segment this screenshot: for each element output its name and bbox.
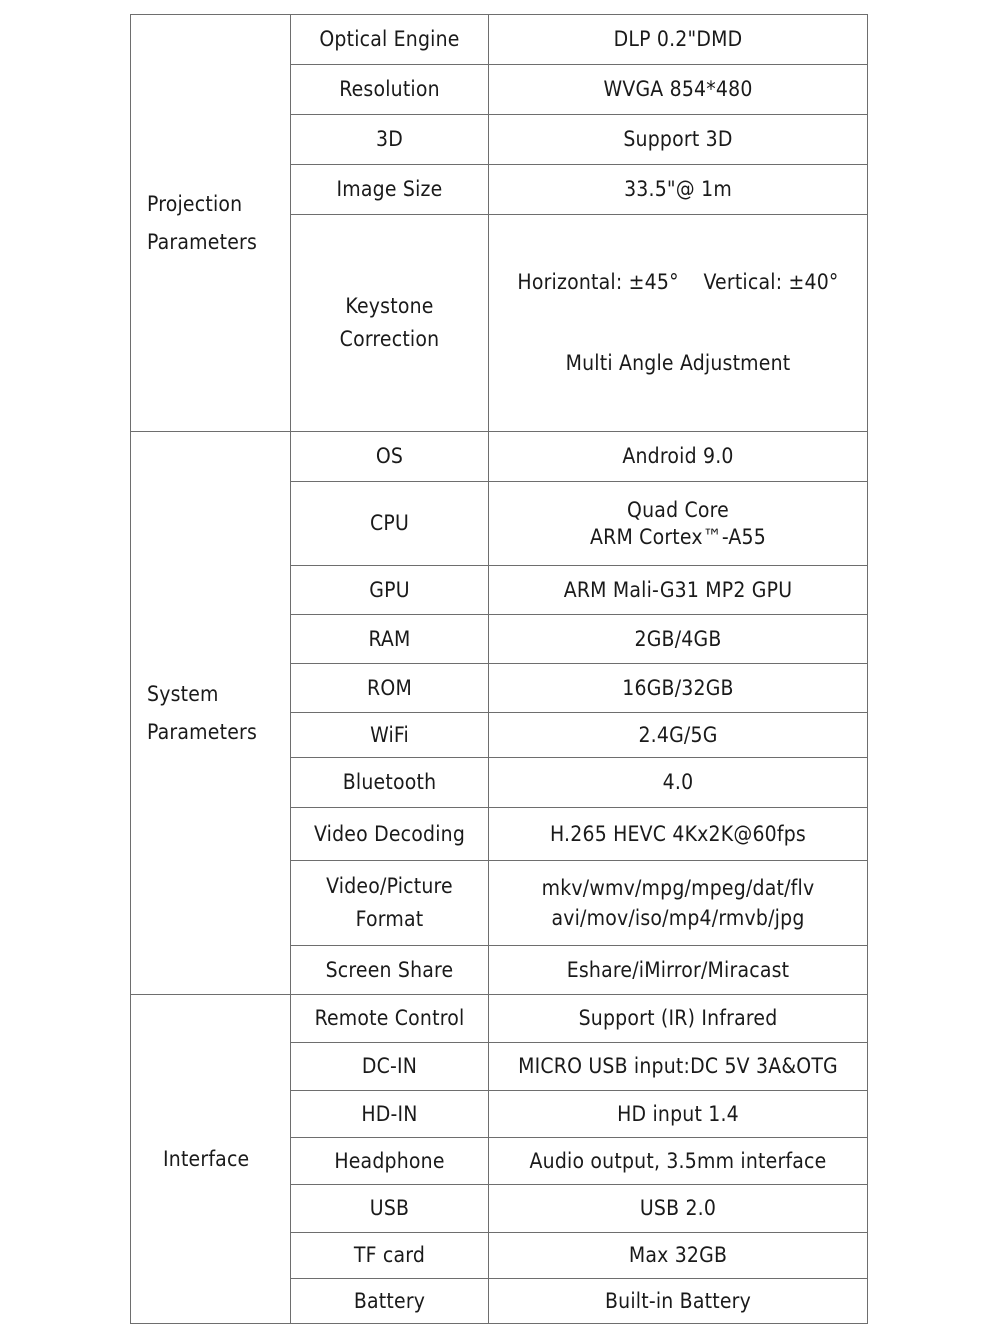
spec-value: 2.4G/5G [489,713,868,758]
spec-value: Android 9.0 [489,432,868,482]
spec-name: Battery [291,1279,489,1324]
spec-name: GPU [291,566,489,615]
spec-value [489,215,868,432]
spec-name: Screen Share [291,946,489,995]
spec-name: TF card [291,1233,489,1279]
spec-value: HD input 1.4 [489,1091,868,1138]
spec-name: 3D [291,115,489,165]
spec-name [291,215,489,432]
group-label-system [131,432,291,995]
spec-name: Remote Control [291,995,489,1043]
spec-value: DLP 0.2"DMD [489,15,868,65]
table-row [131,995,868,1043]
spec-name: HD-IN [291,1091,489,1138]
spec-name-line: Video/Picture [326,874,453,898]
spec-value-line: Quad Core [627,497,729,522]
spec-name [291,861,489,946]
spec-value: Support (IR) Infrared [489,995,868,1043]
spec-name: OS [291,432,489,482]
spec-value: 2GB/4GB [489,615,868,664]
spec-name: Video Decoding [291,808,489,861]
spec-value: Max 32GB [489,1233,868,1279]
spec-name: Image Size [291,165,489,215]
group-label-line: System [147,682,219,706]
spec-value: Support 3D [489,115,868,165]
spec-value-line: Horizontal: ±45° Vertical: ±40° [517,270,839,294]
spec-name: Bluetooth [291,758,489,808]
spec-name: ROM [291,664,489,713]
spec-name: Resolution [291,65,489,115]
spec-value [489,482,868,566]
spec-name: Optical Engine [291,15,489,65]
spec-value: Eshare/iMirror/Miracast [489,946,868,995]
group-label-line: Parameters [147,230,258,254]
spec-name-line: Format [355,907,424,931]
spec-name-line: Correction [339,327,440,351]
table-row [131,15,868,65]
table-row [131,432,868,482]
spec-value: 4.0 [489,758,868,808]
group-label-line: Parameters [147,720,258,744]
spec-value: Audio output, 3.5mm interface [489,1138,868,1185]
spec-value: Built-in Battery [489,1279,868,1324]
spec-value: ARM Mali-G31 MP2 GPU [489,566,868,615]
group-label-projection [131,15,291,432]
spec-name: DC-IN [291,1043,489,1091]
spec-value: WVGA 854*480 [489,65,868,115]
spec-value: 16GB/32GB [489,664,868,713]
group-label-interface: Interface [131,995,291,1324]
spec-name: WiFi [291,713,489,758]
spec-value [489,861,868,946]
spec-table [130,14,868,1324]
spec-name: CPU [291,482,489,566]
spec-name-line: Keystone [345,294,434,318]
spec-value-line: Multi Angle Adjustment [565,351,791,375]
spec-name: RAM [291,615,489,664]
spec-name: USB [291,1185,489,1233]
spec-name: Headphone [291,1138,489,1185]
spec-value: 33.5"@ 1m [489,165,868,215]
spec-value: USB 2.0 [489,1185,868,1233]
spec-value-line: mkv/wmv/mpg/mpeg/dat/flv [541,876,815,900]
spec-value-line: ARM Cortex™-A55 [590,524,766,549]
spec-value: H.265 HEVC 4Kx2K@60fps [489,808,868,861]
group-label-line: Projection [147,192,243,216]
spec-value: MICRO USB input:DC 5V 3A&OTG [489,1043,868,1091]
spec-value-line: avi/mov/iso/mp4/rmvb/jpg [551,906,805,930]
